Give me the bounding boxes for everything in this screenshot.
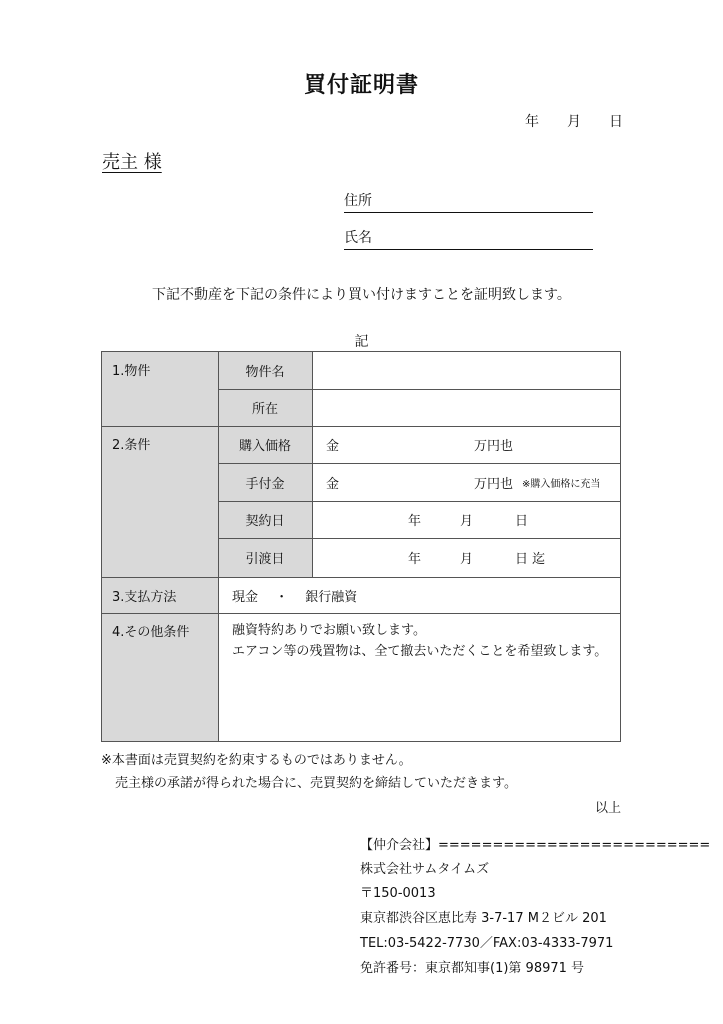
broker-header: 【仲介会社】========================= — [360, 838, 711, 853]
broker-company: 株式会社サムタイムズ — [360, 862, 490, 877]
broker-postal: 〒150-0013 — [360, 886, 436, 901]
date-day: 日 — [609, 114, 623, 130]
section-property: 1.物件 — [112, 364, 151, 379]
delivery-date-value — [312, 538, 620, 577]
payment-method: 現金 ・ 銀行融資 — [232, 589, 358, 605]
ijou-label: 以上 — [594, 801, 621, 816]
deposit-note: ※購入価格に充当 — [522, 478, 601, 490]
date-month: 月 — [567, 114, 581, 130]
contract-date-value — [312, 501, 620, 538]
deposit-unit: 万円也 — [474, 476, 514, 492]
section-other: 4.その他条件 — [112, 625, 190, 640]
property-name-label: 物件名 — [245, 365, 285, 380]
section-conditions: 2.条件 — [112, 438, 151, 453]
price-prefix: 金 — [326, 439, 340, 454]
deposit-value — [312, 463, 620, 501]
section-payment: 3.支払方法 — [112, 589, 177, 605]
recipient: 売主 様 — [102, 152, 162, 173]
contract-month: 月 — [460, 514, 474, 529]
deposit-prefix: 金 — [326, 476, 340, 492]
date-line — [525, 111, 623, 131]
broker-license: 免許番号：東京都知事(1)第 98971 号 — [360, 961, 585, 976]
location-label: 所在 — [251, 402, 278, 417]
other-condition-2: エアコン等の残置物は、全て撤去いただくことを希望致します。 — [232, 644, 608, 659]
broker-tel-fax: TEL:03-5422-7730／FAX:03-4333-7971 — [360, 936, 614, 951]
document-title: 買付証明書 — [303, 73, 419, 98]
statement: 下記不動産を下記の条件により買い付けますことを証明致します。 — [152, 287, 571, 303]
other-condition-1: 融資特約ありでお願い致します。 — [232, 623, 426, 638]
price-unit: 万円也 — [474, 439, 514, 454]
conditions-table — [101, 351, 621, 742]
delivery-year: 年 — [408, 552, 422, 567]
contract-day: 日 — [515, 514, 529, 529]
disclaimer-line1: ※本書面は売買契約を約束するものではありません。 — [101, 753, 412, 768]
delivery-date-label: 引渡日 — [245, 552, 285, 567]
address-field: 住所 — [344, 190, 593, 213]
contract-date-label: 契約日 — [245, 514, 285, 529]
broker-address: 東京都渋谷区恵比寿 3-7-17 M２ビル 201 — [360, 911, 607, 926]
delivery-day: 日 迄 — [515, 552, 546, 567]
other-conditions — [218, 613, 620, 741]
price-value — [312, 426, 620, 463]
contract-year: 年 — [408, 514, 422, 529]
date-year: 年 — [525, 114, 539, 130]
deposit-label: 手付金 — [245, 476, 285, 492]
name-field: 氏名 — [344, 227, 593, 250]
disclaimer-line2: 売主様の承諾が得られた場合に、売買契約を締結していただきます。 — [115, 776, 517, 791]
delivery-month: 月 — [460, 552, 474, 567]
ki-label: 記 — [354, 334, 369, 350]
price-label: 購入価格 — [238, 439, 291, 454]
